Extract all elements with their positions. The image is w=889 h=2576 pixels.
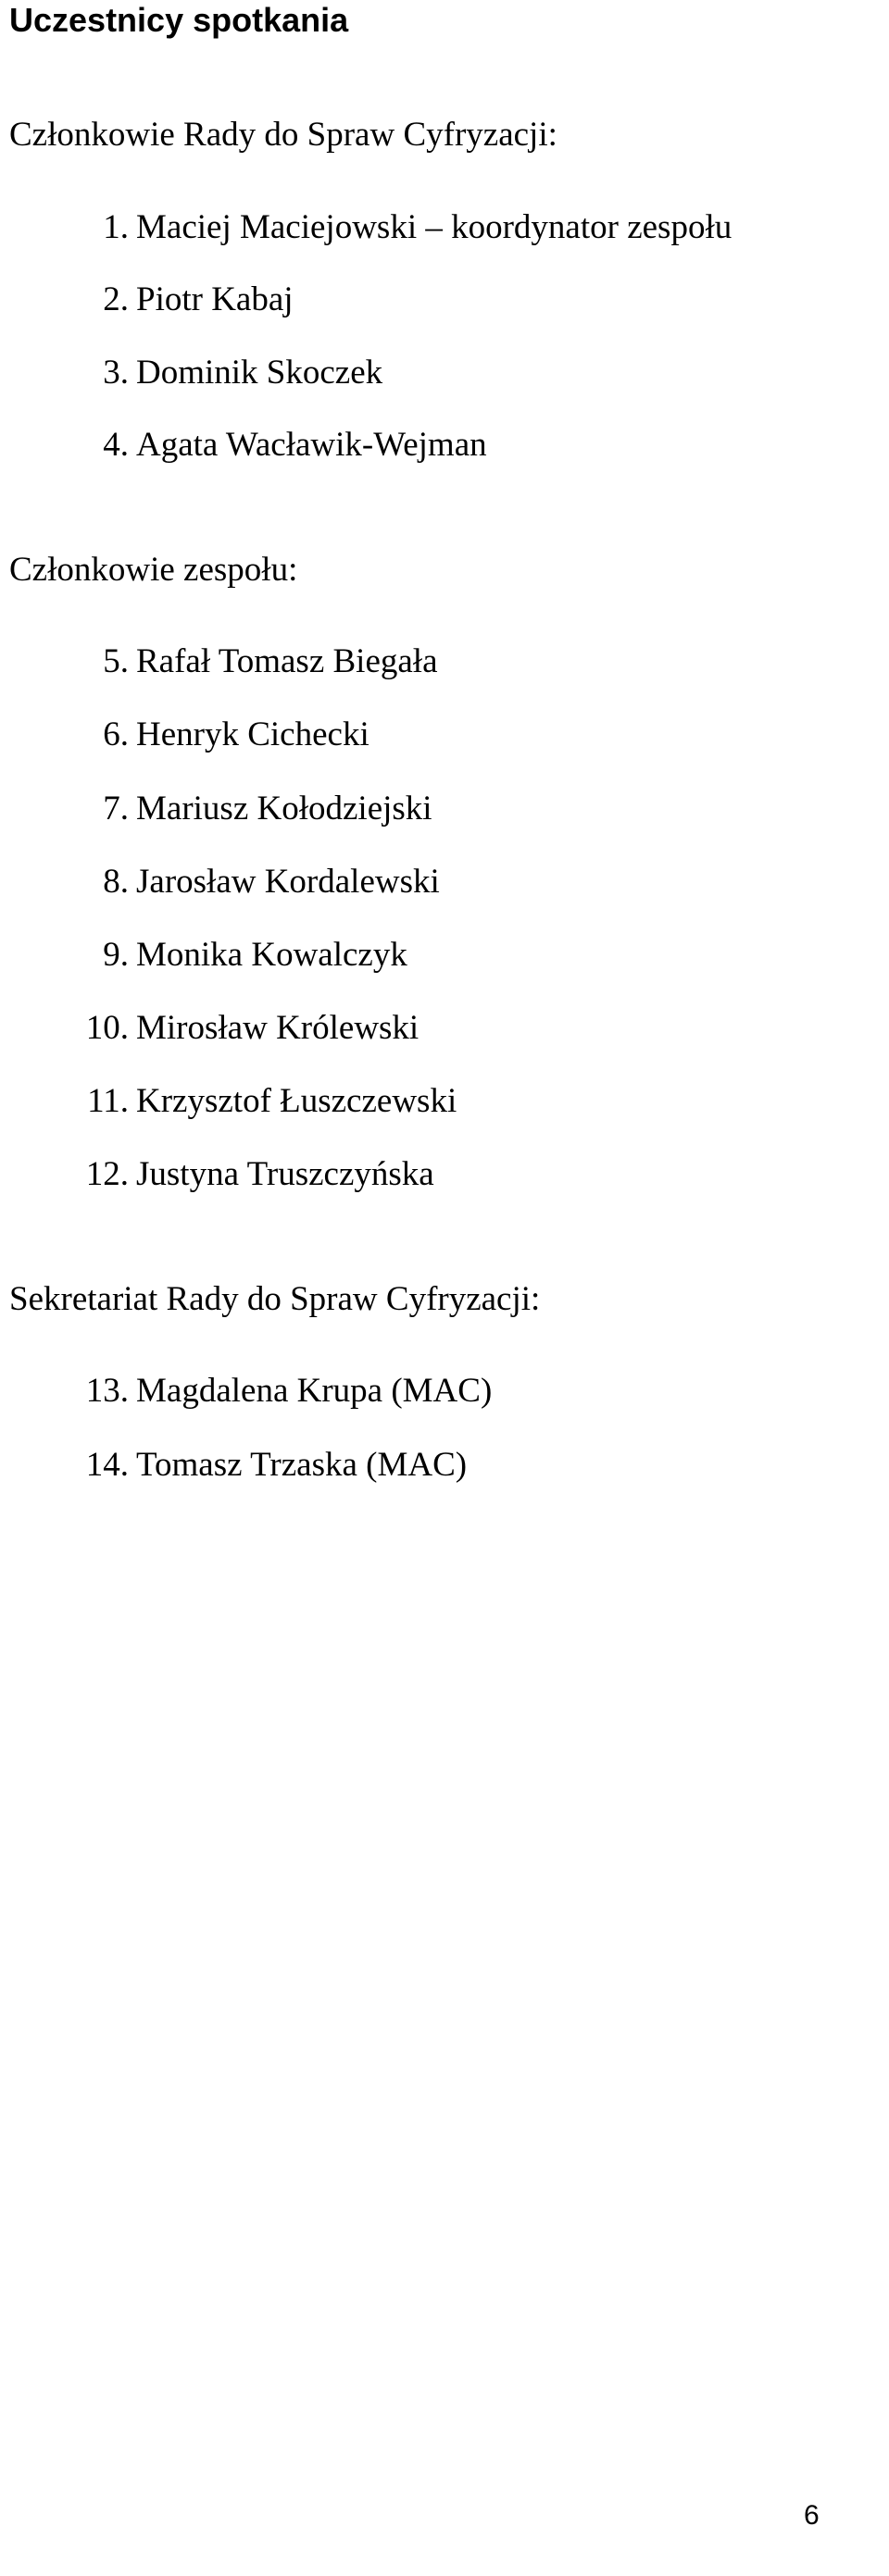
participant-name: Monika Kowalczyk (136, 936, 407, 974)
participant-name: Justyna Truszczyńska (136, 1155, 434, 1193)
participant-name: Maciej Maciejowski – koordynator zespołu (136, 208, 732, 246)
section-heading-team: Członkowie zespołu: (9, 551, 298, 589)
participant-name: Magdalena Krupa (MAC) (136, 1372, 493, 1410)
section-heading-secretariat: Sekretariat Rady do Spraw Cyfryzacji: (9, 1280, 541, 1318)
participant-name: Mirosław Królewski (136, 1009, 419, 1047)
participant-name: Rafał Tomasz Biegała (136, 642, 438, 680)
participant-name: Mariusz Kołodziejski (136, 790, 432, 828)
item-number: 5. (103, 642, 129, 680)
page-title: Uczestnicy spotkania (9, 1, 349, 39)
item-number: 8. (103, 863, 129, 901)
participant-name: Dominik Skoczek (136, 354, 383, 392)
item-number: 7. (103, 790, 129, 828)
page-number: 6 (804, 2500, 820, 2531)
item-number: 3. (103, 354, 129, 392)
participant-name: Henryk Cichecki (136, 716, 369, 753)
section-heading-council: Członkowie Rady do Spraw Cyfryzacji: (9, 116, 557, 154)
participant-name: Agata Wacławik-Wejman (136, 426, 487, 464)
item-number: 2. (103, 280, 129, 318)
participant-name: Jarosław Kordalewski (136, 863, 440, 901)
item-number: 1. (103, 208, 129, 246)
item-number: 13. (85, 1372, 129, 1410)
item-number: 14. (85, 1446, 129, 1484)
participant-name: Piotr Kabaj (136, 280, 294, 318)
item-number: 6. (103, 716, 129, 753)
item-number: 9. (103, 936, 129, 974)
item-number: 10. (85, 1009, 129, 1047)
item-number: 12. (85, 1155, 129, 1193)
item-number: 4. (103, 426, 129, 464)
participant-name: Krzysztof Łuszczewski (136, 1082, 457, 1120)
participant-name: Tomasz Trzaska (MAC) (136, 1446, 468, 1484)
item-number: 11. (87, 1082, 129, 1120)
